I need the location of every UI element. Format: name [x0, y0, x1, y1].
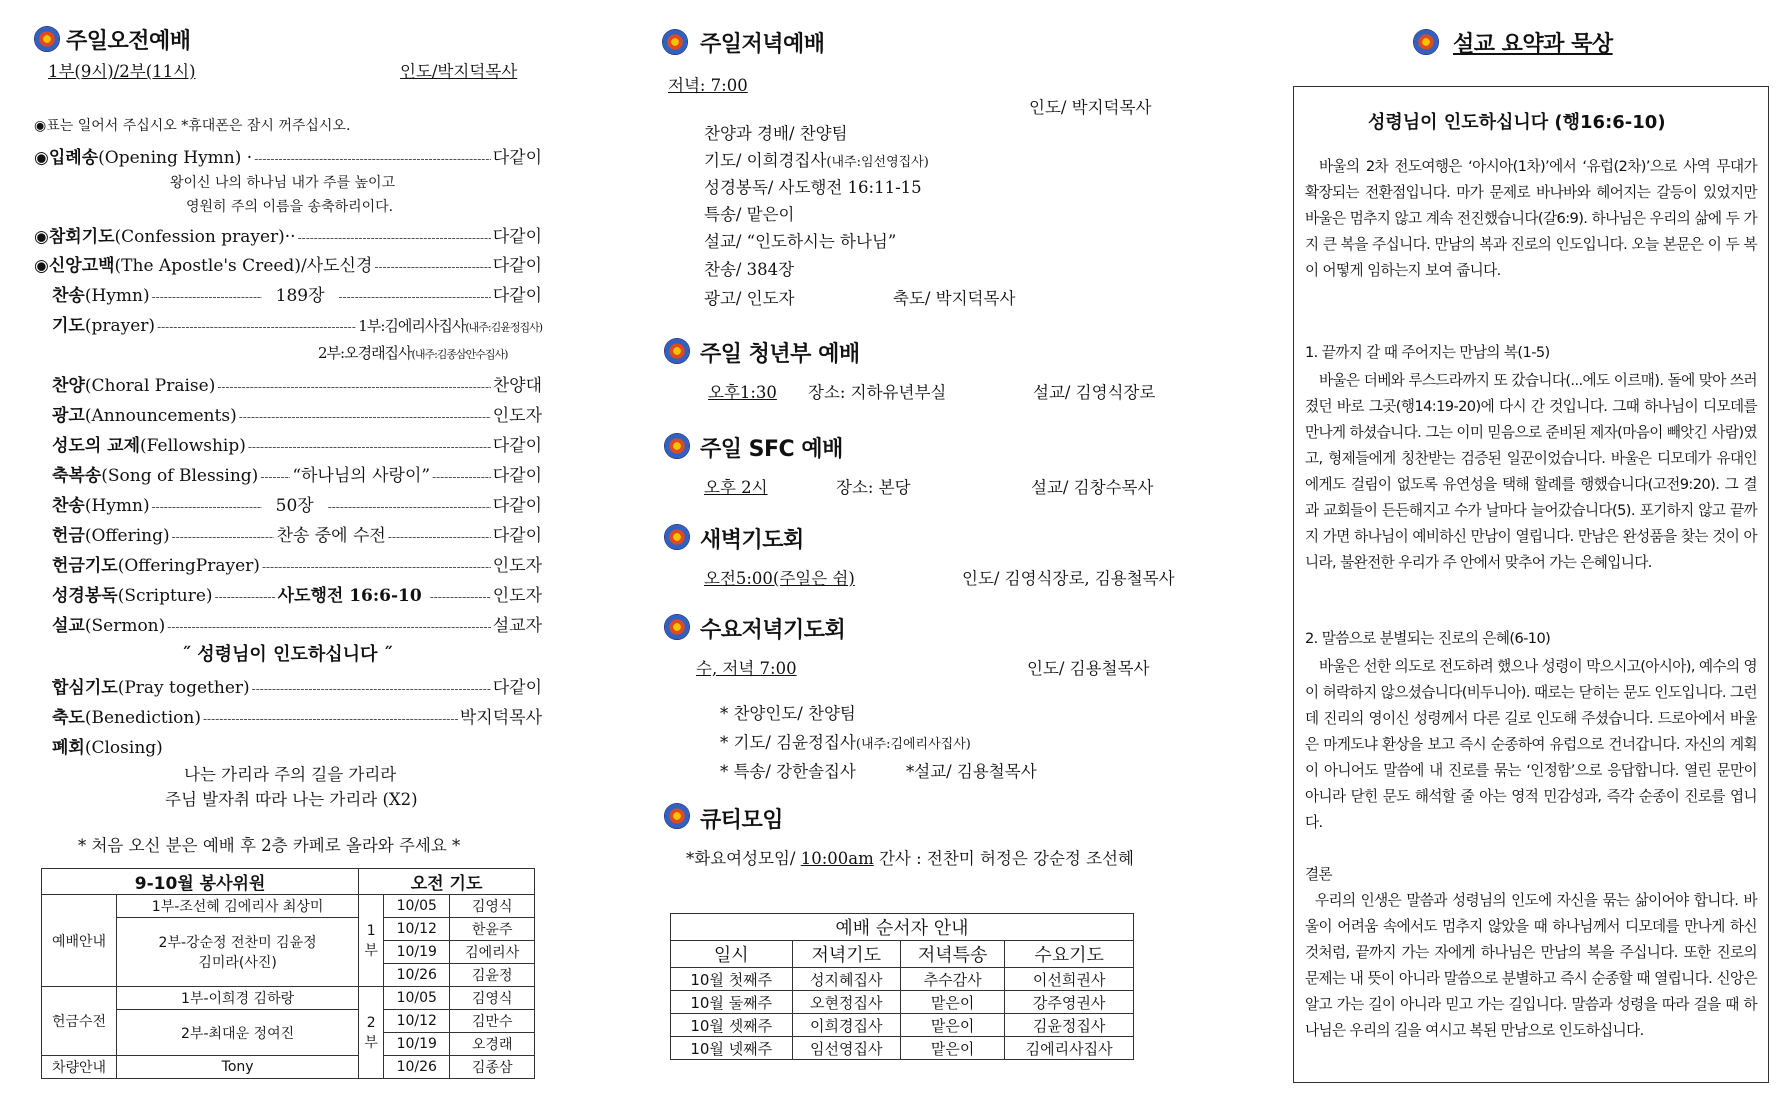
dawn-prayer-title: 새벽기도회 — [700, 528, 804, 553]
sfc-service-title: 주일 SFC 예배 — [700, 437, 843, 462]
sermon-intro: 바울의 2차 전도여행은 ‘아시아(1차)’에서 ‘유럽(2차)’으로 사역 무대가 확장되는 전환점입니다. 마가 문제로 바나바와 헤어지는 갈등이 있었지만 바울은 멈추지 않고 계속 전진했습니다(갈6:9). 하나님은 우리의 삶에 두 가지 큰 복을 주십니다. 만남의 복과 진로의 인도입니다. 오늘 본문은 이 두 복이 어떻게 임하는지 보여 줍니다. — [1305, 158, 1757, 279]
service-leader: 인도/박지덕목사 — [400, 62, 518, 81]
evening-item: 기도/ 이희경집사(내주:임선영집사) — [704, 151, 929, 170]
sfc-place: 장소: 본당 — [836, 478, 911, 497]
hymn-lyric: 영원히 주의 이름을 송축하리이다. — [186, 199, 394, 215]
wednesday-item: * 특송/ 강한솔집사 — [720, 762, 856, 781]
wednesday-item: * 기도/ 김윤정집사(내주:김에리사집사) — [720, 733, 971, 752]
wednesday-time: 수, 저녁 7:00 — [696, 659, 797, 678]
table-row: 10월 둘째주 오현정집사 맡은이 강주영권사 — [671, 991, 1134, 1014]
evening-item: 찬양과 경배/ 찬양팀 — [704, 124, 848, 143]
wednesday-item: * 찬양인도/ 찬양팀 — [720, 704, 856, 723]
dawn-leader: 인도/ 김영식장로, 김용철목사 — [962, 569, 1175, 588]
closing-song: 나는 가리라 주의 길을 가리라 — [184, 765, 397, 784]
order-item: 광고 (Announcements) ----- 인도자 — [52, 401, 542, 426]
table-row: 10월 첫째주 성지혜집사 추수감사 이선희권사 — [671, 968, 1134, 991]
church-logo-icon — [1413, 29, 1439, 55]
evening-time: 저녁: 7:00 — [668, 76, 748, 95]
wednesday-item: *설교/ 김용철목사 — [906, 762, 1037, 781]
sermon-point-2-heading: 2. 말씀으로 분별되는 진로의 은혜(6-10) — [1305, 630, 1551, 647]
conclusion-heading: 결론 — [1305, 866, 1332, 883]
closing-song: 주님 발자취 따라 나는 가리라 (X2) — [165, 790, 418, 809]
church-logo-icon — [34, 26, 60, 52]
order-item: 설교 (Sermon) ----- 설교자 — [52, 611, 542, 636]
church-logo-icon — [664, 433, 690, 459]
evening-item: 성경봉독/ 사도행전 16:11-15 — [704, 178, 922, 197]
volunteer-table: 9-10월 봉사위원 오전 기도 예배안내 1부-조선혜 김에리사 최상미 1 부 10/05 김영식 2부-강순정 전찬미 김윤정 김미라(사진) 10/12 한윤주 10/19 김에리사 10/26 김윤정 헌금수전 1부-이희경 김하랑 2 부 10/05 김영식 2부-최대운 정여진 10/12 김만수 10/19 오경래 차량안내 Tony 10/26 김종삼 — [41, 868, 535, 1079]
qt-meeting-line: *화요여성모임/ 10:00am 간사 : 전찬미 허정은 강순정 조선혜 — [686, 849, 1134, 868]
sermon-point-2: 바울은 선한 의도로 전도하려 했으나 성령이 막으시고(아시아), 예수의 영이 허락하지 않으셨습니다(비두니아). 때로는 닫히는 문도 인도입니다. 그런데 진리의 영이신 성령께서 다른 길로 인도해 주셨습니다. 드로아에서 바울은 마게도냐 환상을 보고 즉시 순종하여 유럽으로 건너갑니다. 자신의 계획이 아니어도 말씀에 내 진로를 묶는 ‘인정함’으로 응답합니다. 열린 문만이 아니라 닫힌 문도 해석할 줄 아는 영적 민감성과, 즉각 순종이 진로를 엽니다. — [1305, 658, 1757, 831]
order-item: 기도 (prayer) ----- 1부:김에리사집사 (내주:김윤정집사) — [52, 311, 542, 336]
youth-time: 오후1:30 — [708, 383, 777, 402]
order-item: 축도 (Benediction) ----- 박지덕목사 — [52, 703, 542, 728]
sermon-title: ˝ 성령님이 인도하십니다 ˝ — [182, 644, 393, 665]
table-row: 10월 넷째주 임선영집사 맡은이 김에리사집사 — [671, 1037, 1134, 1060]
order-item: 합심기도 (Pray together) ----- 다같이 — [52, 673, 542, 698]
evening-item: 광고/ 인도자 — [704, 289, 795, 308]
youth-service-title: 주일 청년부 예배 — [700, 342, 860, 367]
sermon-point-1-heading: 1. 끝까지 갈 때 주어지는 만남의 복(1-5) — [1305, 344, 1550, 361]
dawn-time: 오전5:00(주일은 쉼) — [704, 569, 855, 588]
evening-leader: 인도/ 박지덕목사 — [1029, 98, 1152, 117]
evening-service-title: 주일저녁예배 — [700, 32, 825, 57]
order-item: 폐회 (Closing) — [52, 738, 163, 758]
order-item: 찬송 (Hymn) ----- 50장 ----- 다같이 — [52, 491, 542, 516]
evening-item: 설교/ “인도하시는 하나님” — [704, 232, 897, 251]
church-logo-icon — [664, 614, 690, 640]
standing-note: ◉표는 일어서 주십시오 *휴대폰은 잠시 꺼주십시오. — [34, 118, 351, 134]
prayer-2nd-service: 2부:오경래집사(내주:김종삼안수집사) — [318, 344, 508, 362]
order-item: 찬양 (Choral Praise) ----- 찬양대 — [52, 371, 542, 396]
church-logo-icon — [664, 803, 690, 829]
order-item: 찬송 (Hymn) ----- 189장 ----- 다같이 — [52, 281, 542, 306]
church-logo-icon — [664, 524, 690, 550]
table-row: 10월 셋째주 이희경집사 맡은이 김윤정집사 — [671, 1014, 1134, 1037]
wednesday-prayer-title: 수요저녁기도회 — [700, 618, 846, 643]
order-item: ◉ 참회기도 (Confession prayer)·· ----- 다같이 — [34, 222, 542, 247]
qt-meeting-title: 큐티모임 — [700, 808, 784, 833]
morning-service-title: 주일오전예배 — [66, 29, 191, 54]
order-item: ◉ 신앙고백 (The Apostle's Creed)/사도신경 ----- 다같이 — [34, 251, 542, 276]
order-item: 축복송 (Song of Blessing) ----- “하나님의 사랑이” ----- 다같이 — [52, 461, 542, 486]
wednesday-leader: 인도/ 김용철목사 — [1027, 659, 1150, 678]
youth-preacher: 설교/ 김영식장로 — [1033, 383, 1156, 402]
sermon-heading: 성령님이 인도하십니다 (행16:6-10) — [1368, 112, 1666, 133]
service-times: 1부(9시)/2부(11시) — [48, 62, 196, 81]
evening-bless: 축도/ 박지덕목사 — [893, 289, 1016, 308]
sfc-time: 오후 2시 — [704, 478, 768, 497]
visitor-note: * 처음 오신 분은 예배 후 2층 카페로 올라와 주세요 * — [78, 836, 461, 855]
sfc-preacher: 설교/ 김창수목사 — [1031, 478, 1154, 497]
youth-place: 장소: 지하유년부실 — [808, 383, 947, 402]
order-item: 성도의 교제 (Fellowship) ----- 다같이 — [52, 431, 542, 456]
hymn-lyric: 왕이신 나의 하나님 내가 주를 높이고 — [170, 175, 396, 191]
evening-item: 특송/ 맡은이 — [704, 205, 795, 224]
sermon-point-1: 바울은 더베와 루스드라까지 또 갔습니다(...에도 이르매). 돌에 맞아 쓰러졌던 바로 그곳(행14:19-20)에 다시 간 것입니다. 그때 하나님이 디모데를 만나게 하셨습니다. 그는 이미 믿음으로 준비된 제자(마음이 빼앗긴 사람)였고, 형제들에게 칭찬받는 검증된 일꾼이었습니다. 바울은 디모데가 유대인에게도 걸림이 없도록 유연성을 택해 할례를 행했습니다(고전9:20). 그 결과 교회들이 든든해지고 수가 날마다 늘어갔습니다(5). 포기하지 않고 끝까지 가면 하나님이 예비하신 만남이 열립니다. 만남은 완성품을 찾는 것이 아니라, 불완전한 우리가 주 안에서 맞추어 가는 은혜입니다. — [1305, 372, 1757, 571]
order-item: 헌금 (Offering) ----- 찬송 중에 수전 ----- 다같이 — [52, 521, 542, 546]
service-order-table: 예배 순서자 안내 일시 저녁기도 저녁특송 수요기도 10월 첫째주 성지혜집사 추수감사 이선희권사 10월 둘째주 오현정집사 맡은이 강주영권사 10월 셋째주 이희경집사 맡은이 김윤정집사 10월 넷째주 임선영집사 맡은이 김에리사집사 — [670, 913, 1134, 1060]
church-logo-icon — [662, 29, 688, 55]
church-logo-icon — [664, 338, 690, 364]
evening-item: 찬송/ 384장 — [704, 260, 795, 279]
sermon-summary-title: 설교 요약과 묵상 — [1453, 32, 1613, 57]
order-item: ◉ 입례송 (Opening Hymn) · ----- 다같이 — [34, 143, 542, 168]
order-item: 헌금기도 (OfferingPrayer) ----- 인도자 — [52, 551, 542, 576]
order-item: 성경봉독 (Scripture) ----- 사도행전 16:6-10 ----- 인도자 — [52, 581, 542, 606]
conclusion: 우리의 인생은 말씀과 성령님의 인도에 자신을 묶는 삶이어야 합니다. 바울이 어려움 속에서도 멈추지 않았을 때 하나님께서 디모데를 만나게 하신 것처럼, 끝까지 가는 자에게 하나님은 만남의 복을 주십니다. 또한 진로의 문제는 내 뜻이 아니라 말씀으로 분별하고 즉시 순종할 때 열립니다. 신앙은 알고 가는 길이 아니라 믿고 가는 길입니다. 말씀과 성령을 따라 걸을 때 하나님은 우리의 길을 여시고 복된 만남으로 인도하십니다. — [1305, 892, 1757, 1039]
